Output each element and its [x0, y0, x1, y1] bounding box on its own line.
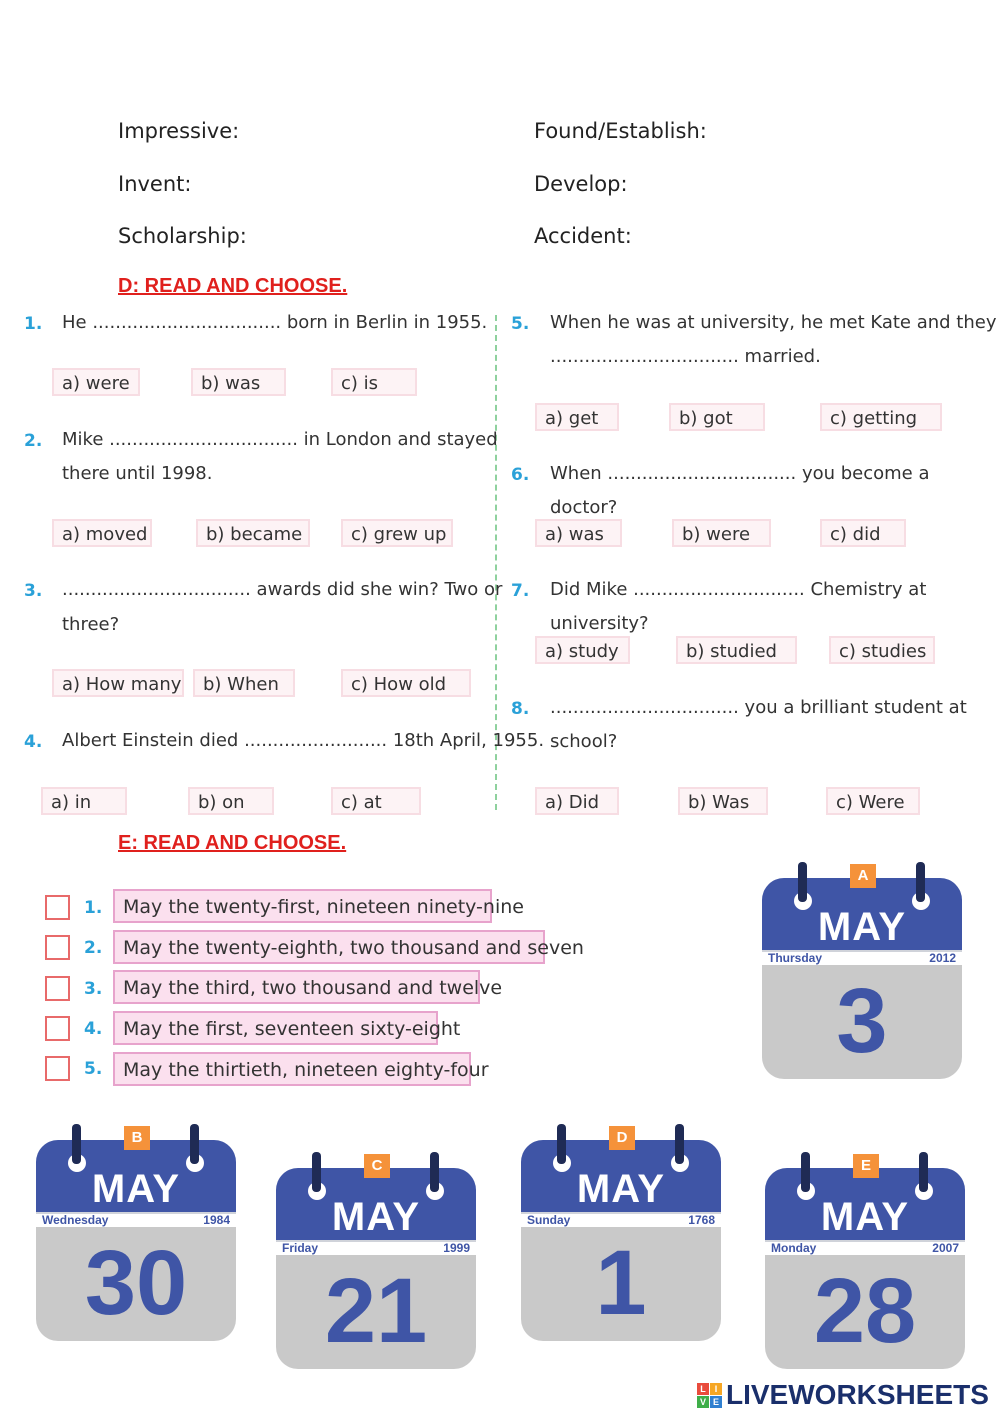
- item-1-number: 1.: [84, 898, 103, 918]
- question-6-number: 6.: [511, 465, 530, 485]
- section-d-title: D: READ AND CHOOSE.: [118, 275, 348, 297]
- answer-box-3[interactable]: [45, 976, 70, 1001]
- q2-option-c[interactable]: c) grew up: [341, 519, 453, 547]
- question-1-text: He ................................. born in Berlin in 1955.: [62, 312, 488, 333]
- q3-option-a[interactable]: a) How many: [52, 669, 184, 697]
- question-8-number: 8.: [511, 699, 530, 719]
- question-7-text: Did Mike .............................. Chemistry at university?: [550, 579, 927, 634]
- calendar-a-day: 3: [836, 970, 888, 1072]
- question-5-number: 5.: [511, 314, 530, 334]
- date-item-5: May the thirtieth, nineteen eighty-four: [113, 1052, 471, 1086]
- q7-option-b[interactable]: b) studied: [676, 636, 797, 664]
- question-3-number: 3.: [24, 581, 43, 601]
- q8-option-a[interactable]: a) Did: [535, 787, 619, 815]
- calendar-c-month: MAY: [331, 1195, 421, 1239]
- q4-option-a[interactable]: a) in: [41, 787, 127, 815]
- calendar-a-weekday: Thursday: [768, 951, 823, 965]
- calendar-d-month: MAY: [576, 1167, 666, 1211]
- q7-option-c[interactable]: c) studies: [829, 636, 935, 664]
- question-3-text-line2: three?: [62, 614, 120, 635]
- question-8-text-line2: school?: [550, 731, 618, 752]
- q3-option-c[interactable]: c) How old: [341, 669, 471, 697]
- calendar-d-weekday: Sunday: [527, 1213, 571, 1227]
- question-7-number: 7.: [511, 581, 530, 601]
- item-2-number: 2.: [84, 938, 103, 958]
- q3-option-b[interactable]: b) When: [193, 669, 295, 697]
- answer-box-1[interactable]: [45, 895, 70, 920]
- q5-option-c[interactable]: c) getting: [820, 403, 942, 431]
- answer-box-2[interactable]: [45, 935, 70, 960]
- question-8-text-line1: ................................. you a brilliant student at: [550, 697, 967, 718]
- question-4-text: Albert Einstein died ......................... 18th April, 1955.: [62, 730, 545, 751]
- calendar-e-day: 28: [813, 1260, 917, 1362]
- calendar-c-tag: C: [364, 1154, 390, 1178]
- calendar-b-tag: B: [124, 1126, 150, 1150]
- q6-option-c[interactable]: c) did: [820, 519, 906, 547]
- calendar-e-weekday: Monday: [771, 1241, 817, 1255]
- calendar-d-year: 1768: [688, 1213, 715, 1227]
- calendar-d-day: 1: [595, 1232, 647, 1334]
- calendar-e-year: 2007: [932, 1241, 959, 1255]
- calendar-c-day: 21: [324, 1260, 428, 1362]
- q1-option-b[interactable]: b) was: [191, 368, 286, 396]
- date-item-1: May the twenty-first, nineteen ninety-nine: [113, 889, 492, 923]
- q4-option-b[interactable]: b) on: [188, 787, 274, 815]
- question-5-text-line1: When he was at university, he met Kate and they: [550, 312, 997, 333]
- q2-option-b[interactable]: b) became: [196, 519, 310, 547]
- section-e-title: E: READ AND CHOOSE.: [118, 832, 347, 854]
- logo-brand-text: LIVEWORKSHEETS: [726, 1379, 989, 1410]
- vocab-found-establish: Found/Establish:: [534, 119, 707, 143]
- question-3-text-line1: ................................. awards did she win? Two or: [62, 579, 503, 600]
- q6-option-b[interactable]: b) were: [672, 519, 771, 547]
- item-5-number: 5.: [84, 1059, 103, 1079]
- question-4-number: 4.: [24, 732, 43, 752]
- date-item-2: May the twenty-eighth, two thousand and seven: [113, 930, 545, 964]
- vocab-accident: Accident:: [534, 224, 632, 248]
- calendar-c-year: 1999: [443, 1241, 470, 1255]
- q6-option-a[interactable]: a) was: [535, 519, 622, 547]
- item-3-number: 3.: [84, 979, 103, 999]
- vocab-scholarship: Scholarship:: [118, 224, 247, 248]
- q4-option-c[interactable]: c) at: [331, 787, 421, 815]
- q1-option-a[interactable]: a) were: [52, 368, 140, 396]
- item-4-number: 4.: [84, 1019, 103, 1039]
- date-item-4: May the first, seventeen sixty-eight: [113, 1011, 438, 1045]
- answer-box-4[interactable]: [45, 1016, 70, 1041]
- question-6-text: When ................................. you become a doctor?: [550, 463, 930, 518]
- q8-option-b[interactable]: b) Was: [678, 787, 768, 815]
- calendar-e-tag: E: [853, 1154, 879, 1178]
- question-2-number: 2.: [24, 431, 43, 451]
- calendar-a-month: MAY: [817, 905, 907, 949]
- answer-box-5[interactable]: [45, 1056, 70, 1081]
- calendar-b-weekday: Wednesday: [42, 1213, 109, 1227]
- calendar-b-day: 30: [84, 1232, 188, 1334]
- calendar-b-month: MAY: [91, 1167, 181, 1211]
- date-item-3: May the third, two thousand and twelve: [113, 970, 480, 1004]
- q7-option-a[interactable]: a) study: [535, 636, 630, 664]
- calendar-a-year: 2012: [929, 951, 956, 965]
- vocab-impressive: Impressive:: [118, 119, 240, 143]
- q2-option-a[interactable]: a) moved: [52, 519, 152, 547]
- vocab-develop: Develop:: [534, 172, 628, 196]
- q1-option-c[interactable]: c) is: [331, 368, 417, 396]
- calendar-e-month: MAY: [820, 1195, 910, 1239]
- vocab-invent: Invent:: [118, 172, 192, 196]
- calendar-a-tag: A: [850, 864, 876, 888]
- question-2-text-line1: Mike ................................. in London and stayed: [62, 429, 498, 450]
- q8-option-c[interactable]: c) Were: [826, 787, 920, 815]
- logo-badge-icon: L I V E: [697, 1383, 722, 1408]
- question-5-text-line2: ................................. married.: [550, 346, 821, 367]
- calendar-c-weekday: Friday: [282, 1241, 319, 1255]
- q5-option-a[interactable]: a) get: [535, 403, 619, 431]
- calendar-b-year: 1984: [203, 1213, 230, 1227]
- liveworksheets-logo[interactable]: [697, 1377, 989, 1413]
- question-1-number: 1.: [24, 314, 43, 334]
- q5-option-b[interactable]: b) got: [669, 403, 765, 431]
- question-2-text-line2: there until 1998.: [62, 463, 213, 484]
- calendar-d-tag: D: [609, 1126, 635, 1150]
